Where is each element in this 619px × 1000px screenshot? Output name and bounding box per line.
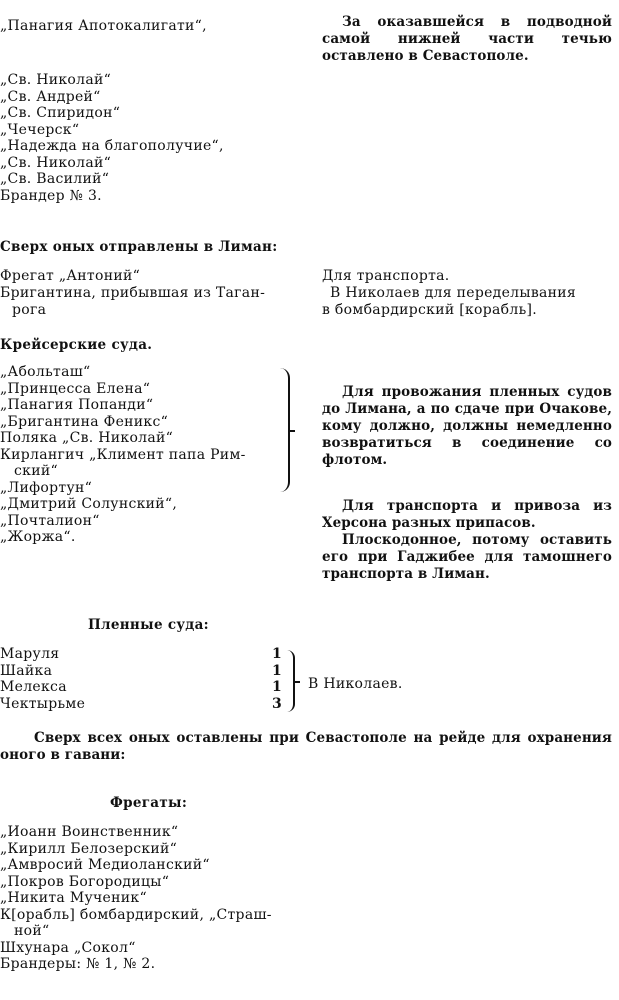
- list-item: „Св. Николай“: [0, 72, 112, 88]
- list-item: „Дмитрий Солунский“,: [0, 496, 178, 512]
- captured-list: [0, 646, 85, 712]
- list-item: Мелекса: [0, 679, 67, 695]
- list-item: „Св. Спиридон“: [0, 105, 121, 121]
- captured-destination: В Николаев.: [308, 676, 403, 692]
- cruiser-list: [0, 364, 246, 546]
- list-item: „Надежда на благополучие“,: [0, 138, 224, 154]
- note-transport: [322, 498, 612, 532]
- list-item: Чектырьме: [0, 695, 86, 712]
- list-item: „Лифортун“: [0, 479, 93, 496]
- list-item: „Чечерск“: [0, 121, 80, 138]
- list-item: „Св. Андрей“: [0, 88, 101, 105]
- list-item: Шайка: [0, 662, 53, 679]
- list-item: Поляка „Св. Николай“: [0, 430, 174, 446]
- frigate-list: [0, 824, 272, 973]
- note-flat-bottom: [322, 532, 612, 583]
- liman-left-2: рога: [12, 302, 47, 318]
- list-item: Маруля: [0, 646, 60, 662]
- paragraph-sevastopol: [0, 730, 612, 764]
- list-item: „Иоанн Воинственник“: [0, 824, 179, 840]
- list-item: „Абольташ“: [0, 364, 91, 380]
- list-item: „Бригантина Феникс“: [0, 413, 169, 430]
- list-item: Брандер № 3.: [0, 187, 102, 204]
- list-item: Шхунара „Сокол“: [0, 939, 136, 956]
- brace-icon: [287, 650, 295, 712]
- heading-captured: Пленные суда:: [88, 617, 209, 633]
- liman-right-1: В Николаев для переделывания: [330, 285, 577, 301]
- list-item: „Никита Мученик“: [0, 890, 147, 906]
- list-item: ной“: [14, 923, 50, 939]
- list-item: „Почталион“: [0, 512, 100, 529]
- heading-frigates: Фрегаты:: [110, 795, 188, 811]
- heading-cruisers: Крейсерские суда.: [0, 337, 153, 353]
- note-escort: [322, 384, 612, 469]
- note-sevastopol-leak: [322, 14, 612, 65]
- liman-left-1: Бригантина, прибывшая из Таган-: [0, 285, 266, 301]
- note-text: Плоскодонное, потому оставить его при Гаджибее для тамошнего транспорта в Лиман.: [322, 532, 612, 582]
- list-item: Брандеры: № 1, № 2.: [0, 956, 156, 972]
- captured-counts: [272, 646, 282, 712]
- count: 1: [272, 679, 283, 695]
- note-text: Для транспорта и привоза из Херсона разных припасов.: [322, 498, 612, 531]
- note-text: За оказавшейся в подводной самой нижней части течью оставлено в Севастополе.: [322, 14, 612, 64]
- heading-liman: Сверх оных отправлены в Лиман:: [0, 239, 278, 255]
- count: 1: [272, 662, 283, 679]
- list-item: „Принцесса Елена“: [0, 380, 151, 397]
- list-item: К[орабль] бомбардирский, „Страш-: [0, 906, 272, 923]
- list-item: Кирлангич „Климент папа Рим-: [0, 446, 246, 463]
- liman-right-2: в бомбардирский [корабль].: [322, 302, 538, 318]
- list-item: „Жоржа“.: [0, 529, 76, 545]
- list-item: „Кирилл Белозерский“: [0, 840, 178, 857]
- list-item: „Амвросий Медиоланский“: [0, 857, 210, 873]
- paragraph-text: Сверх всех оных оставлены при Севастополе на рейде для охранения оного в гавани:: [0, 730, 612, 763]
- list-item: „Панагия Попанди“: [0, 397, 154, 413]
- list-item: „Покров Богородицы“: [0, 873, 170, 890]
- count: 1: [272, 646, 283, 662]
- liman-right-0: Для транспорта.: [322, 268, 450, 284]
- ship-list-1: [0, 72, 224, 204]
- liman-left-0: Фрегат „Антоний“: [0, 268, 141, 284]
- list-item: ский“: [14, 463, 58, 479]
- brace-icon: [280, 368, 290, 492]
- ship-panagia-apotokaligati: „Панагия Апотокалигати“,: [0, 18, 207, 34]
- list-item: „Св. Николай“: [0, 154, 112, 171]
- list-item: „Св. Василий“: [0, 171, 110, 187]
- note-text: Для провожания пленных судов до Лимана, а по сдаче при Очакове, кому должно, должны немедленно возвратиться в соединение со флотом.: [322, 384, 612, 468]
- count: 3: [272, 695, 283, 712]
